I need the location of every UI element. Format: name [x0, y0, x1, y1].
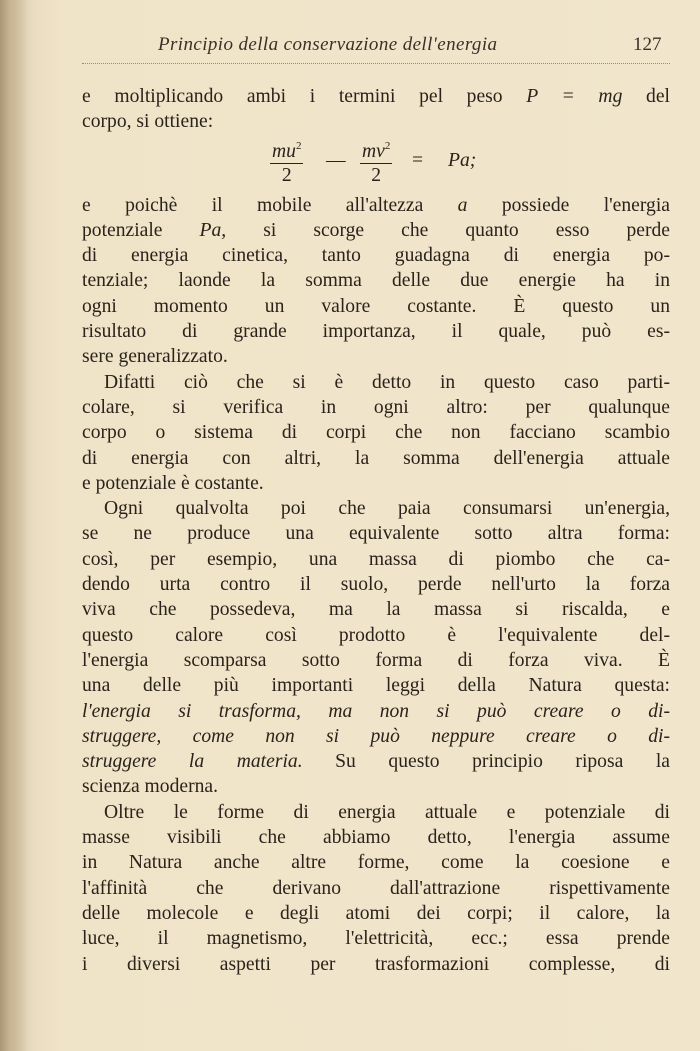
text-line: Difatti ciò che si è detto in questo caso parti- — [104, 371, 670, 393]
page-gutter-shadow — [0, 0, 28, 1051]
inline-formula: P = mg — [526, 86, 623, 107]
text-line: l'affinità che derivano dall'attrazione rispettivamente — [82, 877, 670, 899]
text-line: i diversi aspetti per trasformazioni complesse, di — [82, 953, 670, 975]
text-line: sere generalizzato. — [82, 346, 228, 368]
text-line: struggere la materia. Su questo principio riposa la — [82, 751, 671, 773]
text-line: luce, il magnetismo, l'elettricità, ecc.; essa prende — [82, 928, 670, 950]
text-line: viva che possedeva, ma la massa si riscalda, e — [82, 599, 670, 621]
text-line: dendo urta contro il suolo, perde nell'urto la forza — [82, 574, 670, 596]
text-line: in Natura anche altre forme, come la coesione e — [82, 852, 670, 874]
text-line: se ne produce una equivalente sotto altra forma: — [82, 523, 670, 545]
formula-equals: = — [412, 149, 424, 171]
text-line: l'energia scomparsa sotto forma di forza viva. È — [82, 649, 670, 671]
text-line: questo calore così prodotto è l'equivalente del- — [82, 624, 670, 646]
running-title: Principio della conservazione dell'energia — [158, 34, 498, 55]
text-line: e poichè il mobile all'altezza a possiede l'energia — [82, 194, 670, 216]
text-line: corpo o sistema di corpi che non facciano scambio — [82, 422, 670, 444]
text-line: e potenziale è costante. — [82, 472, 264, 494]
page-number: 127 — [633, 34, 662, 55]
header-rule — [82, 63, 670, 64]
text-line-italic: struggere, come non si può neppure creare o di- — [82, 725, 670, 747]
text-line: ogni momento un valore costante. È questo un — [82, 295, 670, 317]
text-line: e moltiplicando ambi i termini pel peso P = mg del — [82, 86, 670, 107]
page-body — [82, 84, 670, 977]
fraction-kinetic-initial: $\frac{mu^2}{2}$ — [270, 135, 303, 188]
text-line: colare, si verifica in ogni altro: per qualunque — [82, 396, 670, 418]
formula-rhs: Pa; — [448, 149, 477, 171]
text-line: di energia con altri, la somma dell'energia attuale — [82, 447, 670, 469]
text-line: così, per esempio, una massa di piombo che ca- — [82, 548, 670, 570]
page-header — [0, 34, 700, 58]
text-line: scienza moderna. — [82, 776, 218, 798]
text-line: corpo, si ottiene: — [82, 111, 214, 133]
display-formula — [82, 135, 670, 193]
text-line: masse visibili che abbiamo detto, l'energia assume — [82, 827, 670, 849]
formula-minus: — — [326, 149, 346, 171]
text-line: potenziale Pa, si scorge che quanto esso perde — [82, 219, 670, 241]
fraction-kinetic-final: $\frac{mv^2}{2}$ — [360, 135, 392, 188]
text-line: una delle più importanti leggi della Natura questa: — [82, 675, 670, 697]
text-line: delle molecole e degli atomi dei corpi; il calore, la — [82, 902, 670, 924]
text-line: Ogni qualvolta poi che paia consumarsi un'energia, — [104, 498, 670, 520]
text-line: Oltre le forme di energia attuale e potenziale di — [104, 801, 670, 823]
text-line: risultato di grande importanza, il quale, può es- — [82, 321, 670, 343]
text-line-italic: l'energia si trasforma, ma non si può creare o di- — [82, 700, 670, 722]
text-line: tenziale; laonde la somma delle due energie ha in — [82, 270, 670, 292]
text-line: di energia cinetica, tanto guadagna di energia po- — [82, 245, 670, 267]
